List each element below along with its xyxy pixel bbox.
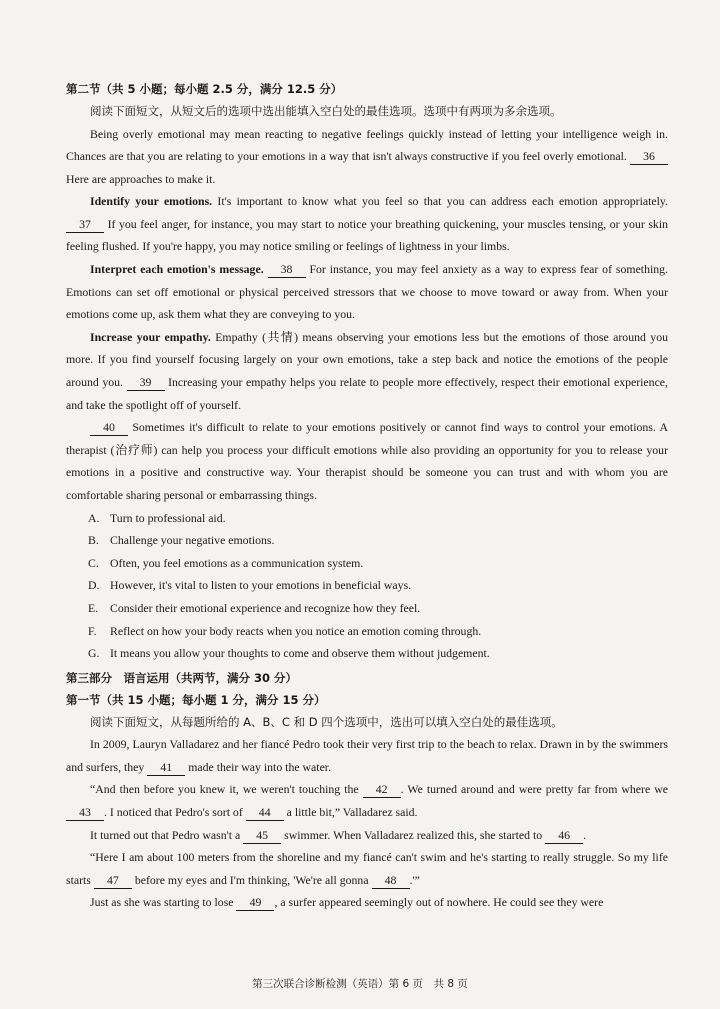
option-d: D. However, it's vital to listen to your emotions in beneficial ways. <box>88 578 412 593</box>
passage-paragraph-1: Being overly emotional may mean reacting to negative feelings quickly instead of letting your intelligence weigh in. Chances are that you are relating to your emotions in a way that isn't always constructive if you feel overly emotional. 36 Here are approaches to make it. <box>66 126 668 186</box>
section2-instruction: 阅读下面短文，从短文后的选项中选出能填入空白处的最佳选项。选项中有两项为多余选项。 <box>90 104 562 118</box>
cloze-paragraph-3: It turned out that Pedro wasn't a 45 swimmer. When Valladarez realized this, she started to 46 . <box>90 827 587 842</box>
blank-45: 45 <box>243 828 281 844</box>
option-c: C. Often, you feel emotions as a communication system. <box>88 555 364 570</box>
blank-39: 39 <box>127 375 165 391</box>
part3-heading: 第三部分 语言运用（共两节，满分 30 分） <box>66 670 298 685</box>
heading-interpret-message: Interpret each emotion's message. <box>90 262 264 277</box>
blank-46: 46 <box>545 828 583 844</box>
blank-47: 47 <box>94 873 132 889</box>
cloze-paragraph-4: “Here I am about 100 meters from the shoreline and my fiancé can't swim and he's starting to really struggle. So my life starts 47 before my eyes and I'm thinking, 'We're all gonna 48 .'” <box>66 850 668 887</box>
option-g: G. It means you allow your thoughts to come and observe them without judgement. <box>88 646 490 661</box>
section2-heading: 第二节（共 5 小题；每小题 2.5 分，满分 12.5 分） <box>66 82 343 96</box>
part3-section1-heading: 第一节（共 15 小题；每小题 1 分，满分 15 分） <box>66 692 326 707</box>
blank-38: 38 <box>268 262 306 278</box>
heading-identify-emotions: Identify your emotions. <box>90 194 213 209</box>
heading-increase-empathy: Increase your empathy. <box>90 329 211 344</box>
cloze-paragraph-2: “And then before you knew it, we weren't touching the 42 . We turned around and were pretty far from where we 43 . I noticed that Pedro's sort of 44 a little bit,” Valladarez said. <box>66 778 668 823</box>
part3-instruction: 阅读下面短文，从每题所给的 A、B、C 和 D 四个选项中，选出可以填入空白处的最佳选项。 <box>90 714 563 729</box>
option-e: E. Consider their emotional experience and recognize how they feel. <box>88 600 421 615</box>
blank-48: 48 <box>372 873 410 889</box>
blank-41: 41 <box>147 760 185 776</box>
blank-42: 42 <box>363 782 401 798</box>
cloze-paragraph-5: Just as she was starting to lose 49 , a surfer appeared seemingly out of nowhere. He could see they were <box>90 895 604 910</box>
passage-paragraph-3: Interpret each emotion's message. 38 For instance, you may feel anxiety as a way to express fear of something. Emotions can set off emotional or physical perceived stressors that we choose to move toward or away from. When your emotions come up, ask them what they are conveying to you. <box>66 262 669 322</box>
blank-36: 36 <box>630 149 668 165</box>
page-footer: 第三次联合诊断检测（英语）第 6 页 共 8 页 <box>252 978 468 990</box>
option-f: F. Reflect on how your body reacts when you notice an emotion coming through. <box>88 623 482 638</box>
blank-44: 44 <box>246 805 284 821</box>
passage-paragraph-5: 40 Sometimes it's difficult to relate to your emotions positively or cannot find ways to control your emotions. A therapist (治疗师) can help you process your difficult emotions while also providing an opportunity for you to release your emotions in a positive and constructive way. Your therapist should be someone you can trust and with whom you are comfortable sharing personal or embarrassing things. <box>66 420 668 502</box>
answer-options <box>66 507 668 665</box>
passage-paragraph-2: Identify your emotions. It's important to know what you feel so that you can address each emotion appropriately. 37 If you feel anger, for instance, you may start to notice your breathing quickening, your muscles tensing, or your skin feeling flushed. If you're happy, you may notice smiling or feelings of lightness in your limbs. <box>66 194 668 254</box>
blank-40: 40 <box>90 420 128 436</box>
passage-paragraph-4: Increase your empathy. Empathy (共情) means observing your emotions less but the emotions of those around you more. If you find yourself focusing largely on your own emotions, take a step back and notice the emotions of the people around you. 39 Increasing your empathy helps you relate to people more effectively, respect their emotional experience, and take the spotlight off of yourself. <box>66 329 669 412</box>
blank-43: 43 <box>66 805 104 821</box>
blank-49: 49 <box>236 895 274 911</box>
option-a: A. Turn to professional aid. <box>88 510 226 525</box>
cloze-paragraph-1: In 2009, Lauryn Valladarez and her fiancé Pedro took their very first trip to the beach to relax. Drawn in by the swimmers and surfers, they 41 made their way into the water. <box>66 737 668 774</box>
blank-37: 37 <box>66 217 104 233</box>
option-b: B. Challenge your negative emotions. <box>88 533 275 548</box>
